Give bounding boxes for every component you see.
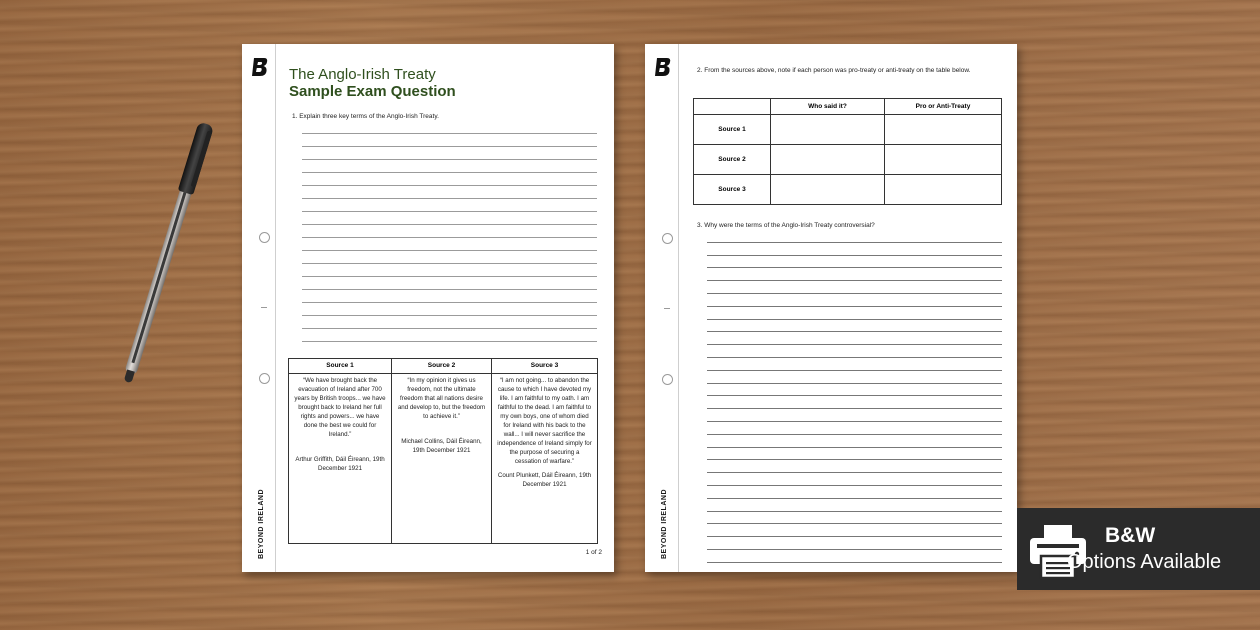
table-header: Pro or Anti-Treaty — [885, 99, 1002, 115]
answer-cell[interactable] — [885, 115, 1002, 145]
answer-cell[interactable] — [771, 115, 885, 145]
source-attribution: Count Plunkett, Dáil Éireann, 19th December 1921 — [497, 471, 592, 488]
row-label: Source 2 — [694, 145, 771, 175]
margin-line — [275, 44, 276, 572]
margin-line — [678, 44, 679, 572]
answer-lines-q3[interactable] — [707, 230, 1002, 563]
worksheet-page-1 — [242, 44, 614, 572]
source-attribution: Arthur Griffith, Dáil Éireann, 19th December 1921 — [295, 455, 385, 472]
brand-label: BEYOND IRELAND — [258, 488, 265, 559]
source-quote: “We have brought back the evacuation of Ireland after 700 years by British troops... we have brought back to Ireland her full rights and powers... we have done the best we could for Ireland.” — [294, 377, 386, 438]
table-header — [694, 99, 771, 115]
punch-hole — [662, 233, 673, 244]
answer-lines-q1[interactable] — [302, 121, 597, 342]
source-cell — [289, 374, 392, 543]
answer-cell[interactable] — [771, 145, 885, 175]
answer-cell[interactable] — [771, 175, 885, 205]
row-label: Source 3 — [694, 175, 771, 205]
answer-cell[interactable] — [885, 145, 1002, 175]
table-row — [694, 115, 1002, 145]
source-cell — [392, 374, 492, 543]
source-attribution: Michael Collins, Dáil Éireann, 19th December 1921 — [401, 437, 482, 454]
source-header: Source 1 — [289, 359, 392, 374]
punch-hole — [259, 373, 270, 384]
punch-hole — [662, 374, 673, 385]
ballpoint-pen — [119, 121, 215, 384]
table-row — [694, 145, 1002, 175]
who-said-it-table — [693, 98, 1002, 205]
source-header: Source 2 — [392, 359, 492, 374]
badge-subtitle: Options Available — [1067, 551, 1222, 573]
worksheet-page-2 — [645, 44, 1017, 572]
sources-table — [288, 358, 598, 544]
question-2: 2. From the sources above, note if each person was pro-treaty or anti-treaty on the table below. — [697, 67, 971, 74]
beyond-logo-icon — [654, 57, 672, 77]
table-row — [694, 175, 1002, 205]
answer-cell[interactable] — [885, 175, 1002, 205]
question-3: 3. Why were the terms of the Anglo-Irish Treaty controversial? — [697, 222, 875, 229]
table-header: Who said it? — [771, 99, 885, 115]
badge-title: B&W — [1105, 524, 1156, 547]
source-header: Source 3 — [492, 359, 597, 374]
fold-mark — [664, 308, 670, 309]
source-cell — [492, 374, 597, 543]
row-label: Source 1 — [694, 115, 771, 145]
punch-hole — [259, 232, 270, 243]
fold-mark — [261, 307, 267, 308]
worksheet-title: The Anglo-Irish Treaty — [289, 66, 436, 83]
bw-options-badge — [1017, 508, 1260, 590]
beyond-logo-icon — [251, 57, 269, 77]
worksheet-subtitle: Sample Exam Question — [289, 83, 456, 100]
source-quote: “I am not going... to abandon the cause to which I have devoted my life. I am faithful to my oath. I am faithful to the dead. I am faithful to my own boys, one of whom died for Ireland with his back to the wall... I will never sacrifice the independence of Ireland simply for the purpose of securing a cessation of warfare.” — [497, 377, 592, 465]
source-quote: “In my opinion it gives us freedom, not the ultimate freedom that all nations desire and develop to, but the freedom to achieve it.” — [397, 377, 486, 420]
brand-label: BEYOND IRELAND — [661, 488, 668, 559]
page-number: 1 of 2 — [585, 549, 602, 556]
question-1: 1. Explain three key terms of the Anglo-Irish Treaty. — [292, 113, 439, 120]
